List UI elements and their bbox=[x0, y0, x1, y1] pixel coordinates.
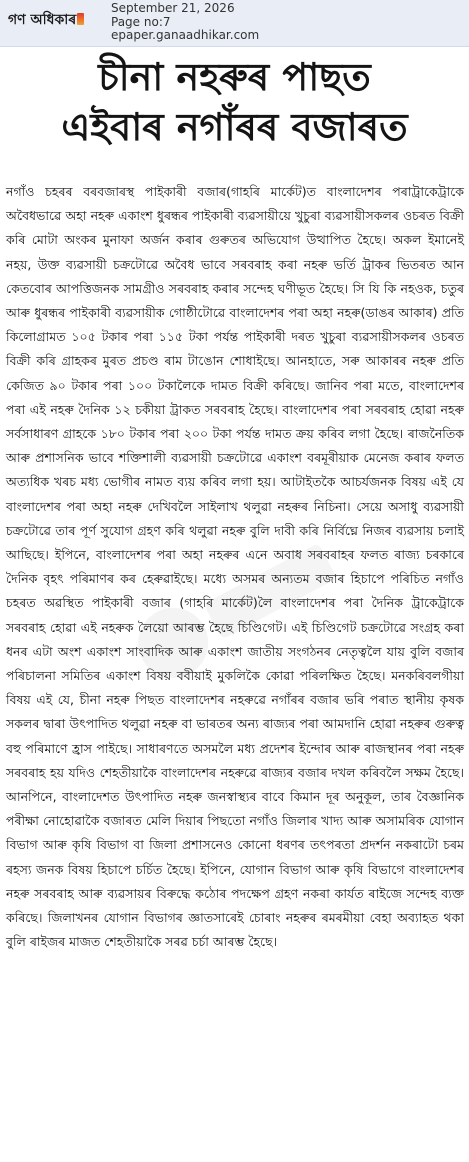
headline-line-2: এইবাৰ নগাঁৰৰ বজাৰত bbox=[61, 105, 408, 149]
article-text: নগাঁও চহৰৰ বৰবজাৰস্থ পাইকাৰী বজাৰ(গাহৰি মাৰ্কেট)ত বাংলাদেশৰ পৰাট্ৰাকেট্ৰাকে অবৈধভাৱে অহা নহৰু একাংশ ধুৰন্ধৰ পাইকাৰী ব্যৱসায়ীয়ে খুচুৰা ব্যৱসায়ীসকলৰ ওচৰত বিক্ৰী কৰি মোটা অংকৰ মুনাফা অৰ্জন কৰাৰ গুৰুতৰ অভিযোগ উত্থাপিত হৈছে। অকল ইমানেই নহয়, উক্ত ব্যৱসায়ী চক্ৰটোৱে অবৈধ ভাবে সৰবৰাহ কৰা নহৰু ভৰ্তি ট্ৰাকৰ ভিতৰত আন কেতবোৰ আপত্তিজনক সামগ্ৰীও সৰবৰাহ কৰাৰ সন্দেহ ঘণীভূত হৈছে। সি যি কি নহওক, চতুৰ আৰু ধুৰন্ধৰ পাইকাৰী ব্যৱসায়ীক গোষ্ঠীটোৱে বাংলাদেশৰ পৰা অহা নহৰু(ডাঙৰ আকাৰ) প্ৰতি কিলোগ্ৰামত ১০৫ টকাৰ পৰা ১১৫ টকা পৰ্যন্ত পাইকাৰী দৰত খুচুৰা ব্যৱসায়ীসকলৰ ওচৰত বিক্ৰী কৰি গ্ৰাহকৰ মুৰত প্ৰচণ্ড ৰাম টাঙোন শোধাইছে। আনহাতে, সৰু আকাৰৰ নহৰু প্ৰতি কেজিত ৯০ টকাৰ পৰা ১০০ টকালৈকে দামত বিক্ৰী কৰিছে। জানিব পৰা মতে, বাংলাদেশৰ পৰা এই নহৰু দৈনিক ১২ চকীয়া ট্ৰাকত সৰবৰাহ হৈছে। বাংলাদেশৰ পৰা সৰবৰাহ হোৱা নহৰু সৰ্বসাধাৰণ গ্ৰাহকে ১৮০ টকাৰ পৰা ২০০ টকা পৰ্যন্ত দামত ক্ৰয় কৰিব লগা হৈছে। ৰাজনৈতিক আৰু প্ৰশাসনিক ভাবে শক্তিশালী ব্যৱসায়ী চক্ৰটোৱে একাংশ বৰমূৰীয়াক মেনেজ কৰাৰ ফলত অত্যধিক খৰচ মধ্য ভোগীৰ নামত ব্যয় কৰিব লগা হয়। আটাইতকৈ আচৰ্যজনক বিষয় এই যে বাংলাদেশৰ পৰা অহা নহৰু দেখিবলৈ সাইলাখ থলুৱা নহৰুৰ নিচিনা। সেয়ে অসাধু ব্যৱসায়ী চক্ৰটোৱে তাৰ পূৰ্ণ সুযোগ গ্ৰহণ কৰি থলুৱা নহৰু বুলি দাবী কৰি নিৰ্বিঘ্নে নিজৰ ব্যৱসায় চলাই আছিছে। ইপিনে, বাংলাদেশৰ পৰা অহা নহৰুৰ এনে অবাধ সৰবৰাহৰ ফলত ৰাজ্য চৰকাৰে দৈনিক বৃহৎ পৰিমাণৰ কৰ হেৰুৱাইছে। মধ্যে অসমৰ অন্যতম বজাৰ হিচাপে পৰিচিত নগাঁও চহৰত অৱস্থিত পাইকাৰী বজাৰ (গাহৰি মাৰ্কেট)লৈ বাংলাদেশৰ পৰা দৈনিক ট্ৰাকেট্ৰাকে সৰবৰাহ হোৱা এই নহৰুক লৈয়ো আৰম্ভ হৈছে চিণ্ডিগেট। এই চিণ্ডিগেট চক্ৰটোৱে সংগ্ৰহ কৰা ধনৰ এটা অংশ একাংশ সাংবাদিক আৰু একাংশ জাতীয় সংগঠনৰ নেতৃত্বলৈ যায় বুলি বজাৰ পৰিচালনা সমিতিৰ একাংশ বিষয় ববীয়াই মুকলিকৈ কোৱা পৰিলক্ষিত হৈছে। মনকৰিবলগীয়া বিষয় এই যে, চীনা নহৰু পিছত বাংলাদেশৰ নহৰুৱে নগাঁৰৰ বজাৰ ভৰি পৰাত স্থানীয় কৃষক সকলৰ দ্বাৰা উৎপাদিত থলুৱা নহৰু বা ভাৰতৰ অন্য ৰাজ্যৰ পৰা আমদানি হোৱা নহৰুৰ গুৰুত্ব বহু পৰিমাণে হ্ৰাস পাইছে। সাধাৰণতে অসমলৈ মধ্য প্ৰদেশৰ ইন্দোৰ আৰু ৰাজস্থানৰ পৰা নহৰু সৰবৰাহ হয় যদিও শেহতীয়াকৈ বাংলাদেশৰ নহৰুৱে ৰাজ্যৰ বজাৰ দখল কৰিবলৈ সক্ষম হৈছে। আনপিনে, বাংলাদেশত উৎপাদিত নহৰু জনস্বাস্থ্যৰ বাবে কিমান দূৰ অনুকূল, তাৰ বৈজ্ঞানিক পৰীক্ষা নোহোৱাকৈ বজাৰত মেলি দিয়াৰ পিছতো নগাঁও জিলাৰ খাদ্য আৰু অসামৰিক যোগান বিভাগ আৰু কৃষি বিভাগ বা জিলা প্ৰশাসনেও কোনো ধৰণৰ তৎপৰতা প্ৰদৰ্শন নকৰাটো চৰম ৰহস্য জনক বিষয় হিচাপে চৰ্চিত হৈছে। ইপিনে, যোগান বিভাগ আৰু কৃষি বিভাগে বাংলাদেশৰ নহৰু সৰবৰাহ আৰু ব্যৱসায়ৰ বিৰুদ্ধে কঠোৰ পদক্ষেপ গ্ৰহণ নকৰা কাৰ্যত ৰাইজে সন্দেহ ব্যক্ত কৰিছে। জিলাখনৰ যোগান বিভাগৰ জ্ঞাতসাৰেই চোৰাং নহৰুৰ ৰমৰমীয়া বেহা অব্যাহত থকা বুলি ৰাইজৰ মাজত শেহতীয়াকৈ সৰৱ চৰ্চা আৰম্ভ হৈছে। bbox=[6, 184, 464, 950]
publish-date: September 21, 2026 bbox=[111, 1, 235, 15]
logo-flame-icon bbox=[77, 13, 84, 25]
page-number: Page no:7 bbox=[111, 14, 171, 29]
page-meta bbox=[111, 2, 259, 43]
headline-line-1: চীনা নহৰুৰ পাছত bbox=[98, 55, 371, 99]
headline bbox=[0, 52, 469, 152]
newspaper-logo[interactable] bbox=[8, 8, 85, 32]
logo-text: গণ অধিকাৰ bbox=[8, 12, 77, 28]
header-bar bbox=[0, 0, 469, 47]
site-url[interactable]: epaper.ganaadhikar.com bbox=[111, 28, 260, 42]
article-body bbox=[6, 180, 464, 955]
